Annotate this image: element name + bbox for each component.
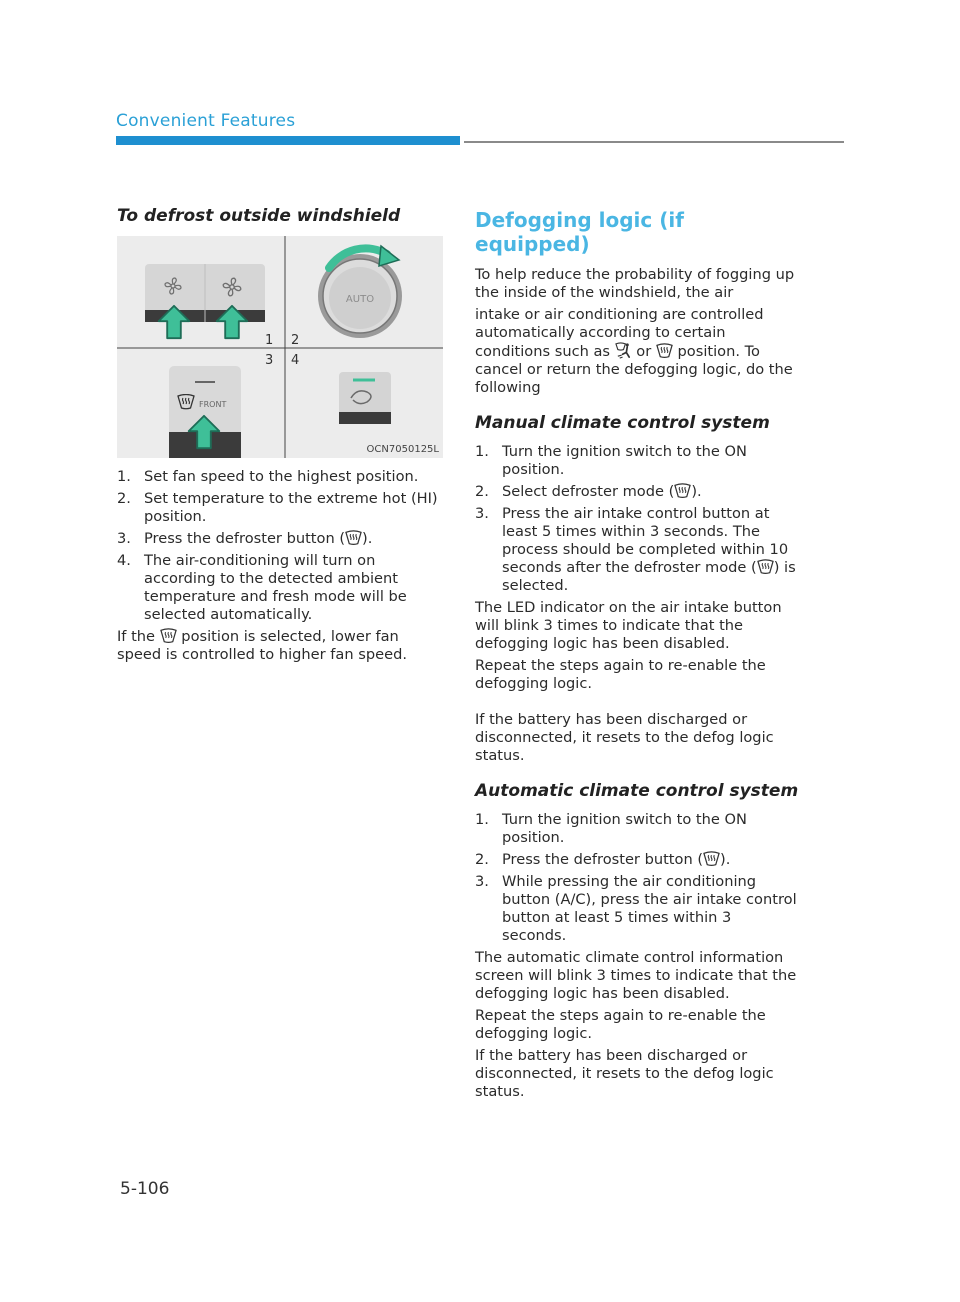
defrost-icon (160, 628, 177, 644)
front-label: FRONT (199, 400, 227, 409)
climate-control-illustration (117, 236, 443, 458)
list-item: 4. The air-conditioning will turn on according to the detected ambient temperature and fresh mode will be selected automatically. (117, 552, 407, 623)
re-enable-paragraph: Repeat the steps again to re-enable the defogging logic. (475, 1007, 766, 1042)
list-item: 1. Turn the ignition switch to the ON position. (475, 811, 747, 846)
panel-number-2: 2 (291, 333, 300, 348)
defrost-icon (703, 851, 720, 867)
list-item: 2. Set temperature to the extreme hot (HI) position. (117, 490, 438, 525)
figure-code: OCN7050125L (366, 444, 439, 455)
list-item: 1. Set fan speed to the highest position. (117, 468, 419, 485)
re-enable-paragraph: Repeat the steps again to re-enable the defogging logic. (475, 657, 766, 692)
header-title: Convenient Features (116, 111, 296, 131)
header-rule (464, 141, 844, 143)
list-item: 2. Press the defroster button ( ). (475, 851, 731, 868)
manual-climate-heading: Manual climate control system (475, 413, 770, 433)
list-item: 3. Press the air intake control button at least 5 times within 3 seconds. The process should be completed within 10 seconds after the defroster mode ( ) is selected. (475, 505, 796, 594)
list-item: 3. Press the defroster button ( ). (117, 530, 373, 547)
info-screen-paragraph: The automatic climate control information screen will blink 3 times to indicate that the defogging logic has been disabled. (475, 949, 797, 1002)
fan-speed-note: If the position is selected, lower fan speed is controlled to higher fan speed. (117, 628, 407, 663)
air-intake-button (339, 372, 391, 424)
auto-label: AUTO (345, 294, 375, 305)
defrost-icon (345, 530, 362, 546)
temperature-knob (318, 246, 402, 338)
panel-number-1: 1 (265, 333, 274, 348)
panel-number-4: 4 (291, 353, 300, 368)
defrost-icon (757, 559, 774, 575)
intro-paragraph: To help reduce the probability of fogging up the inside of the windshield, the air (475, 266, 795, 301)
panel-number-3: 3 (265, 353, 274, 368)
manual-steps (475, 443, 800, 595)
right-column (475, 208, 800, 1105)
battery-paragraph: If the battery has been discharged or disconnected, it resets to the defog logic status. (475, 1047, 774, 1100)
defrost-icon (674, 483, 691, 499)
page-number: 5-106 (120, 1179, 170, 1199)
fan-speed-buttons (145, 264, 265, 322)
battery-paragraph: If the battery has been discharged or disconnected, it resets to the defog logic status. (475, 711, 774, 764)
header-accent-bar (116, 136, 460, 145)
defogging-logic-heading: Defogging logic (if equipped) (475, 208, 684, 256)
list-item: 2. Select defroster mode ( ). (475, 483, 702, 500)
climate-control-figure (117, 236, 443, 458)
led-indicator-paragraph: The LED indicator on the air intake button will blink 3 times to indicate that the defogging logic has been disabled. (475, 599, 782, 652)
intro-paragraph-2: intake or air conditioning are controlled automatically according to certain conditions such as or position. To cancel or return the defogging logic, do the following (475, 306, 793, 396)
defrost-steps (117, 468, 443, 624)
left-column (117, 206, 443, 668)
floor-defrost-icon (615, 342, 632, 359)
defrost-windshield-heading: To defrost outside windshield (117, 206, 401, 226)
list-item: 3. While pressing the air conditioning button (A/C), press the air intake control button at least 5 times within 3 seconds. (475, 873, 797, 944)
automatic-climate-heading: Automatic climate control system (475, 781, 799, 801)
defrost-icon (656, 343, 673, 359)
list-item: 1. Turn the ignition switch to the ON position. (475, 443, 747, 478)
automatic-steps (475, 811, 800, 945)
